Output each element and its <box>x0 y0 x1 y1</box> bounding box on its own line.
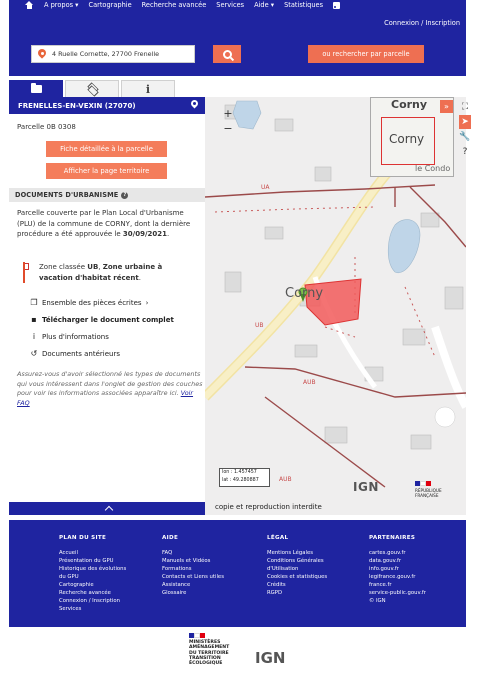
french-flag-icon <box>189 633 205 638</box>
plus-info-label: Plus d'informations <box>42 332 109 341</box>
info-small-icon: i <box>32 332 36 341</box>
fiche-parcelle-button[interactable]: Fiche détaillée à la parcelle <box>46 141 167 157</box>
footer-link[interactable]: Présentation du GPU <box>59 558 114 564</box>
footer-aide-title: AIDE <box>162 535 179 541</box>
footer <box>9 520 466 627</box>
zone-sep: , <box>98 263 103 271</box>
chevron-right-icon: › <box>145 298 149 307</box>
zone-classification <box>23 262 183 283</box>
coords-lat: lat : 49.280887 <box>222 478 259 483</box>
download-icon: ▪ <box>31 315 37 324</box>
parcel-search-button[interactable]: ou rechercher par parcelle <box>308 45 424 63</box>
help-icon[interactable]: ? <box>123 191 127 198</box>
layers-icon <box>86 84 98 94</box>
page-territoire-button[interactable]: Afficher la page territoire <box>46 163 167 179</box>
footer-link[interactable]: info.gouv.fr <box>369 566 399 572</box>
footer-link[interactable]: Assistance <box>162 582 191 588</box>
overview-toggle-button[interactable]: » <box>440 100 453 113</box>
rss-icon[interactable] <box>333 2 340 9</box>
tab-information[interactable] <box>9 80 63 97</box>
urbanisme-title: DOCUMENTS D'URBANISME <box>15 191 119 199</box>
french-flag-icon <box>415 481 431 486</box>
footer-link[interactable]: Historique des évolutions <box>59 566 127 572</box>
urbanisme-section-header[interactable] <box>9 188 205 202</box>
zone-suffix: . <box>138 273 141 282</box>
history-icon: ↺ <box>30 349 38 358</box>
help-circle-icon[interactable]: ? <box>462 147 468 157</box>
footer-link[interactable]: Formations <box>162 566 192 572</box>
ministere-line: DU TERRITOIRE <box>189 650 229 656</box>
nav-statistiques[interactable]: Statistiques <box>284 1 324 9</box>
footer-link[interactable]: legifrance.gouv.fr <box>369 574 416 580</box>
commune-header <box>9 97 205 114</box>
copyright-notice: copie et reproduction interdite <box>215 503 322 511</box>
overview-sub-label: le Condo <box>415 164 451 173</box>
hint-text: Assurez-vous d'avoir sélectionné les types de documents qui vous intéressent dans l'onglet de gestion des couches pour voir les informations associées apparaître ici. <box>17 370 203 397</box>
zone-label-ub: UB <box>255 322 264 329</box>
parcel-label: Parcelle 0B 0308 <box>17 123 76 131</box>
footer-link[interactable]: Mentions Légales <box>267 550 313 556</box>
footer-link[interactable]: Connexion / Inscription <box>59 598 120 604</box>
zoom-out-button[interactable]: − <box>223 122 233 135</box>
folder-icon <box>31 85 42 93</box>
document-links <box>29 294 204 362</box>
footer-logos <box>9 627 466 675</box>
footer-link[interactable]: Recherche avancée <box>59 590 111 596</box>
footer-link[interactable]: data.gouv.fr <box>369 558 402 564</box>
footer-link[interactable]: Manuels et Vidéos <box>162 558 211 564</box>
footer-link[interactable]: Crédits <box>267 582 286 588</box>
search-icon <box>223 50 232 59</box>
footer-link[interactable]: service-public.gouv.fr <box>369 590 426 596</box>
copy-icon: ❐ <box>30 298 38 307</box>
republique-logo <box>415 481 455 498</box>
coordinates-readout <box>219 468 270 487</box>
urbanisme-description <box>17 208 203 240</box>
ensemble-label: Ensemble des pièces écrites <box>42 298 142 307</box>
ministere-line: MINISTÈRES <box>189 640 221 645</box>
nav-apropos-label: A propos <box>44 1 74 9</box>
footer-link[interactable]: Contacts et Liens utiles <box>162 574 224 580</box>
top-navigation <box>9 0 466 33</box>
footer-link[interactable]: Cartographie <box>59 582 94 588</box>
locate-pin-icon[interactable] <box>191 100 198 109</box>
telecharger-link[interactable] <box>29 311 204 328</box>
ensemble-pieces-link[interactable] <box>29 294 204 311</box>
map-label-corny: Corny <box>285 286 324 301</box>
footer-aide <box>162 534 224 597</box>
footer-link[interactable]: du GPU <box>59 574 79 580</box>
ministere-logo <box>189 633 229 666</box>
overview-extent <box>381 117 435 165</box>
footer-legal <box>267 534 327 597</box>
anterieurs-label: Documents antérieurs <box>42 349 121 358</box>
commune-name: FRENELLES-EN-VEXIN (27070) <box>18 101 136 110</box>
ign-logo: IGN <box>353 480 379 494</box>
coords-lon: lon : 1.457457 <box>222 470 257 475</box>
login-link[interactable]: Connexion / Inscription <box>384 19 460 27</box>
overview-top-label: Corny <box>391 98 428 111</box>
zone-label-ua: UA <box>261 184 270 191</box>
plus-info-link[interactable] <box>29 328 204 345</box>
map-pin-icon <box>38 49 46 59</box>
address-input[interactable] <box>52 50 192 58</box>
tab-info[interactable] <box>121 80 175 97</box>
nav-aide[interactable]: Aide ▾ <box>254 1 275 9</box>
chevron-up-icon <box>105 506 113 514</box>
republique-label: RÉPUBLIQUE FRANÇAISE <box>415 488 442 498</box>
collapse-panel-bar[interactable] <box>9 502 209 515</box>
address-search-box <box>31 45 195 63</box>
search-button[interactable] <box>213 45 241 63</box>
nav-recherche[interactable]: Recherche avancée <box>141 1 207 9</box>
zone-label-aub-2: AUB <box>279 476 292 483</box>
zone-prefix: Zone classée <box>39 263 88 271</box>
anterieurs-link[interactable] <box>29 345 204 362</box>
overview-name-label: Corny <box>389 132 425 146</box>
nav-cartographie[interactable]: Cartographie <box>88 1 132 9</box>
footer-link[interactable]: RGPD <box>267 590 283 596</box>
ign-footer-logo: IGN <box>255 649 286 667</box>
wrench-icon[interactable]: 🔧 <box>459 132 471 142</box>
footer-link[interactable]: Conditions Générales <box>267 558 324 564</box>
map-tools <box>459 100 471 160</box>
zoom-control <box>222 106 234 136</box>
faq-link[interactable]: Voir FAQ <box>17 389 194 407</box>
ministere-line: TRANSITION <box>189 655 221 661</box>
fullscreen-icon[interactable]: ⛶ <box>461 102 469 112</box>
search-bar <box>9 33 466 76</box>
zone-code: UB <box>87 263 99 271</box>
footer-link[interactable]: Services <box>59 606 82 612</box>
footer-link[interactable]: Cookies et statistiques <box>267 574 328 580</box>
ministere-line: ÉCOLOGIQUE <box>189 661 223 667</box>
nav-services[interactable]: Services <box>216 1 245 9</box>
footer-plan-title: PLAN DU SITE <box>59 535 107 541</box>
footer-link[interactable]: FAQ <box>162 550 173 556</box>
home-icon[interactable] <box>25 1 34 9</box>
nav-aide-label: Aide <box>254 1 269 9</box>
nav-apropos[interactable]: A propos ▾ <box>44 1 79 9</box>
urba-date: 30/09/2021 <box>122 230 167 238</box>
panel-tabs <box>9 80 205 97</box>
layers-hint <box>17 370 203 408</box>
select-pointer-icon[interactable]: ➤ <box>459 115 471 129</box>
tab-layers[interactable] <box>65 80 119 97</box>
zone-label-aub-1: AUB <box>303 379 316 386</box>
info-icon: i <box>145 82 151 96</box>
zone-name: Zone urbaine à vacation d'habitat récent <box>39 263 163 282</box>
footer-link[interactable]: Accueil <box>59 550 78 556</box>
footer-link[interactable]: cartes.gouv.fr <box>369 550 406 556</box>
urba-text-part1: Parcelle couverte par le Plan Local d'Urbanisme (PLU) de la commune de CORNY, dont la dernière procédure a été approuvée le <box>17 209 191 238</box>
footer-partners-title: PARTENAIRES <box>369 535 416 541</box>
footer-link[interactable]: © IGN <box>369 598 386 604</box>
telecharger-label: Télécharger le document complet <box>42 315 174 324</box>
footer-plan <box>59 534 126 613</box>
footer-legal-title: LÉGAL <box>267 535 289 541</box>
footer-link[interactable]: Glossaire <box>162 590 187 596</box>
zoom-in-button[interactable]: + <box>223 107 233 120</box>
urba-text-part2: . <box>167 230 170 238</box>
footer-link[interactable]: d'Utilisation <box>267 566 299 572</box>
footer-partners <box>369 534 426 605</box>
ministere-line: AMÉNAGEMENT <box>189 645 230 651</box>
footer-link[interactable]: france.fr <box>369 582 392 588</box>
